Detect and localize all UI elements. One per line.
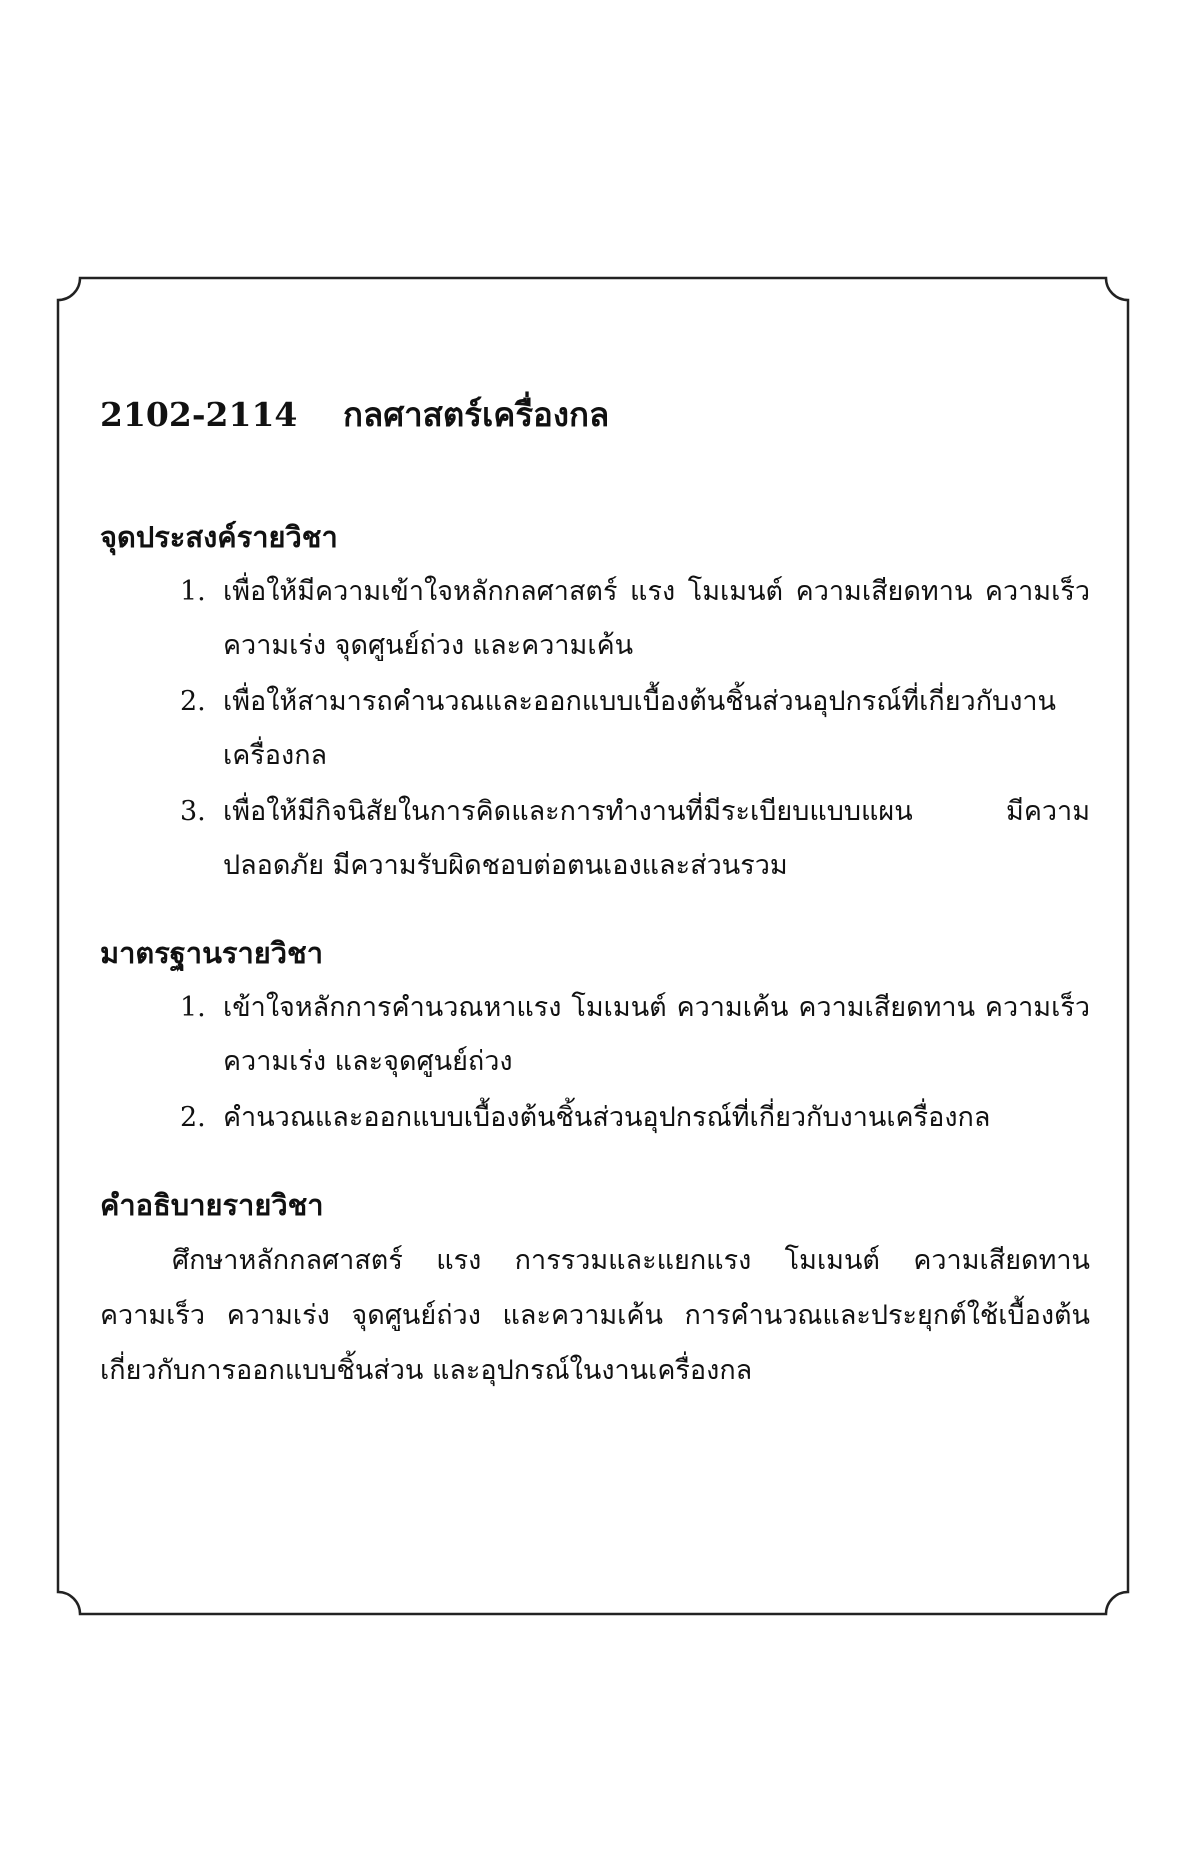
standards-section (100, 925, 1090, 1145)
standards-list (100, 981, 1090, 1145)
item-number: 2. (180, 1102, 206, 1133)
description-section (100, 1177, 1090, 1398)
objectives-section (100, 509, 1090, 893)
item-number: 3. (180, 796, 206, 827)
list-item (100, 785, 1090, 893)
course-code: 2102-2114 (100, 395, 298, 434)
item-number: 1. (180, 576, 206, 607)
list-item (100, 675, 1090, 783)
list-item (100, 981, 1090, 1089)
standards-heading: มาตรฐานรายวิชา (100, 936, 324, 970)
list-item (100, 1091, 1090, 1145)
item-text: เพื่อให้สามารถคำนวณและออกแบบเบื้องต้นชิ้นส่วนอุปกรณ์ที่เกี่ยวกับงานเครื่องกล (223, 686, 1057, 771)
description-text: ศึกษาหลักกลศาสตร์ แรง การรวมและแยกแรง โมเมนต์ ความเสียดทาน ความเร็ว ความเร่ง จุดศูนย์ถ่วง และความเค้น การคำนวณและประยุกต์ใช้เบื้องต้นเกี่ยวกับการออกแบบชิ้นส่วน และอุปกรณ์ในงานเครื่องกล (100, 1245, 1090, 1386)
list-item (100, 565, 1090, 673)
document-content (100, 385, 1090, 1430)
course-header (100, 385, 1090, 445)
description-heading: คำอธิบายรายวิชา (100, 1188, 324, 1222)
item-number: 2. (180, 686, 206, 717)
objectives-heading: จุดประสงค์รายวิชา (100, 520, 338, 554)
course-title: กลศาสตร์เครื่องกล (343, 395, 610, 434)
item-text: เข้าใจหลักการคำนวณหาแรง โมเมนต์ ความเค้น ความเสียดทาน ความเร็ว ความเร่ง และจุดศูนย์ถ่วง (223, 992, 1090, 1077)
item-text: เพื่อให้มีความเข้าใจหลักกลศาสตร์ แรง โมเมนต์ ความเสียดทาน ความเร็ว ความเร่ง จุดศูนย์ถ่วง และความเค้น (223, 576, 1090, 661)
item-text: เพื่อให้มีกิจนิสัยในการคิดและการทำงานที่มีระเบียบแบบแผน มีความปลอดภัย มีความรับผิดชอบต่อตนเองและส่วนรวม (223, 796, 1090, 881)
item-text: คำนวณและออกแบบเบื้องต้นชิ้นส่วนอุปกรณ์ที่เกี่ยวกับงานเครื่องกล (223, 1102, 991, 1133)
item-number: 1. (180, 992, 206, 1023)
objectives-list (100, 565, 1090, 893)
